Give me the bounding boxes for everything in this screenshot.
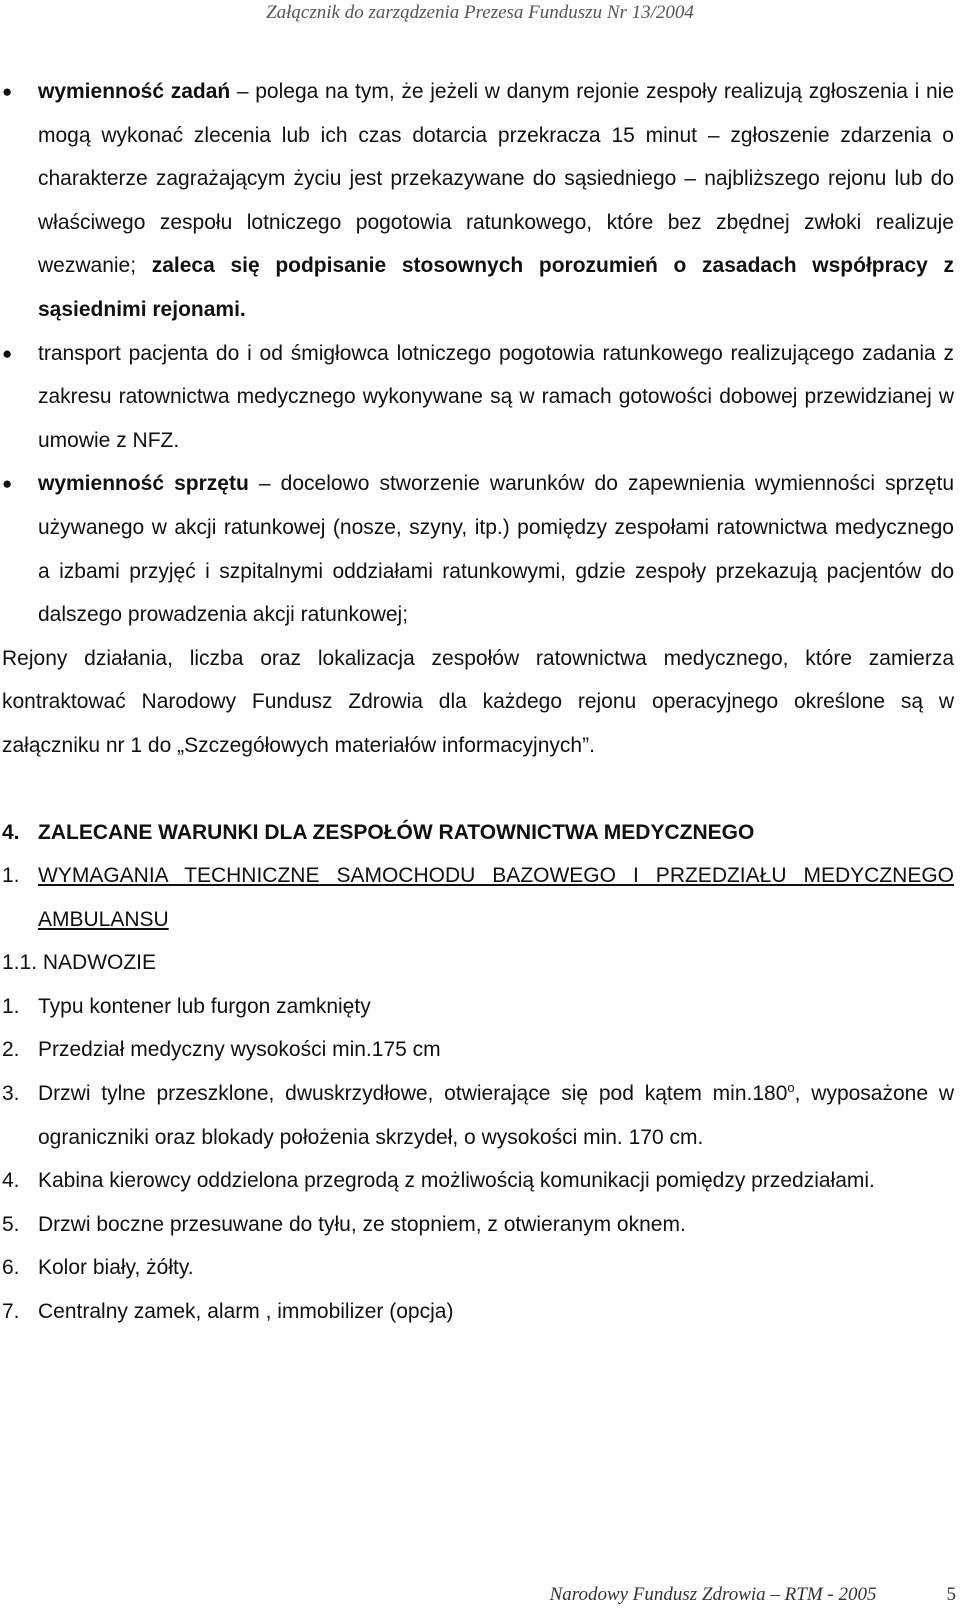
degree-sup: o (787, 1080, 795, 1096)
section-number: 4. (2, 820, 20, 844)
subsection-heading (2, 854, 954, 941)
section-heading (2, 811, 954, 855)
list-item: 4. Kabina kierowcy oddzielona przegrodą z możliwością komunikacji pomiędzy przedziałami. (2, 1169, 875, 1193)
bullet-text: – docelowo stworzenie warunków do zapewnienia wymienności sprzętu używanego w akcji ratunkowej (nosze, szyny, itp.) pomiędzy zespołami ratownictwa medycznego a izbami przyjęć i szpitalnymi oddziałami ratunkowymi, gdzie zespoły przekazują pacjentów do dalszego prowadzenia akcji ratunkowej; (38, 472, 954, 627)
list-item: 1. Typu kontener lub furgon zamknięty (2, 994, 371, 1018)
bullet-bold-text: zaleca się podpisanie stosownych porozumień o zasadach współpracy z sąsiednimi rejonami. (38, 254, 954, 321)
page-header: Załącznik do zarządzenia Prezesa Funduszu Nr 13/2004 (266, 2, 694, 23)
bullet-text: – polega na tym, że jeżeli w danym rejonie zespoły realizują zgłoszenia i nie mogą wykonać zlecenia lub ich czas dotarcia przekracza 15 minut – zgłoszenie zdarzenia o charakterze zagrażającym życiu jest przekazywane do sąsiedniego – najbliższego rejonu lub do właściwego zespołu lotniczego pogotowia ratunkowego, które bez zbędnej zwłoki realizuje wezwanie; (38, 80, 955, 278)
bullet-icon: ● (2, 343, 13, 363)
list-item: 7. Centralny zamek, alarm , immobilizer (opcja) (2, 1300, 454, 1324)
bullet-text: transport pacjenta do i od śmigłowca lotniczego pogotowia ratunkowego realizującego zadania z zakresu ratownictwa medycznego wykonywane są w ramach gotowości dobowej przewidzianej w umowie z NFZ. (38, 341, 954, 452)
page-number: 5 (946, 1584, 956, 1605)
bullet-icon: ● (2, 82, 13, 101)
bullet-item (2, 70, 954, 332)
paragraph: Rejony działania, liczba oraz lokalizacja zespołów ratownictwa medycznego, które zamierza kontraktować Narodowy Fundusz Zdrowia dla każdego rejonu operacyjnego określone są w załączniku nr 1 do „Szczegółowych materiałów informacyjnych”. (2, 646, 954, 757)
bullet-term: wymienność zadań (38, 80, 231, 103)
list-item: 2. Przedział medyczny wysokości min.175 cm (2, 1038, 441, 1062)
list-item: 6. Kolor biały, żółty. (2, 1256, 194, 1280)
list-item: 3. Drzwi tylne przeszklone, dwuskrzydłowe, otwierające się pod kątem min.180$^o$, wyposażone w ograniczniki oraz blokady położenia skrzydeł, o wysokości min. 170 cm. (2, 1080, 954, 1149)
list-item: 5. Drzwi boczne przesuwane do tyłu, ze stopniem, z otwieranym oknem. (2, 1212, 686, 1236)
footer-text: Narodowy Fundusz Zdrowia – RTM - 2005 (549, 1584, 877, 1605)
document-body (2, 70, 954, 1334)
subsubsection-heading: 1.1. NADWOZIE (2, 951, 157, 975)
section-title: ZALECANE WARUNKI DLA ZESPOŁÓW RATOWNICTWA MEDYCZNEGO (38, 820, 755, 844)
subsection-number: 1. (2, 864, 20, 888)
bullet-icon: ● (2, 474, 13, 494)
bullet-item (2, 332, 954, 463)
bullet-term: wymienność sprzętu (38, 472, 249, 496)
bullet-item (2, 462, 954, 636)
subsection-title: WYMAGANIA TECHNICZNE SAMOCHODU BAZOWEGO I PRZEDZIAŁU MEDYCZNEGO AMBULANSU (38, 864, 954, 931)
page-footer (0, 1584, 956, 1606)
